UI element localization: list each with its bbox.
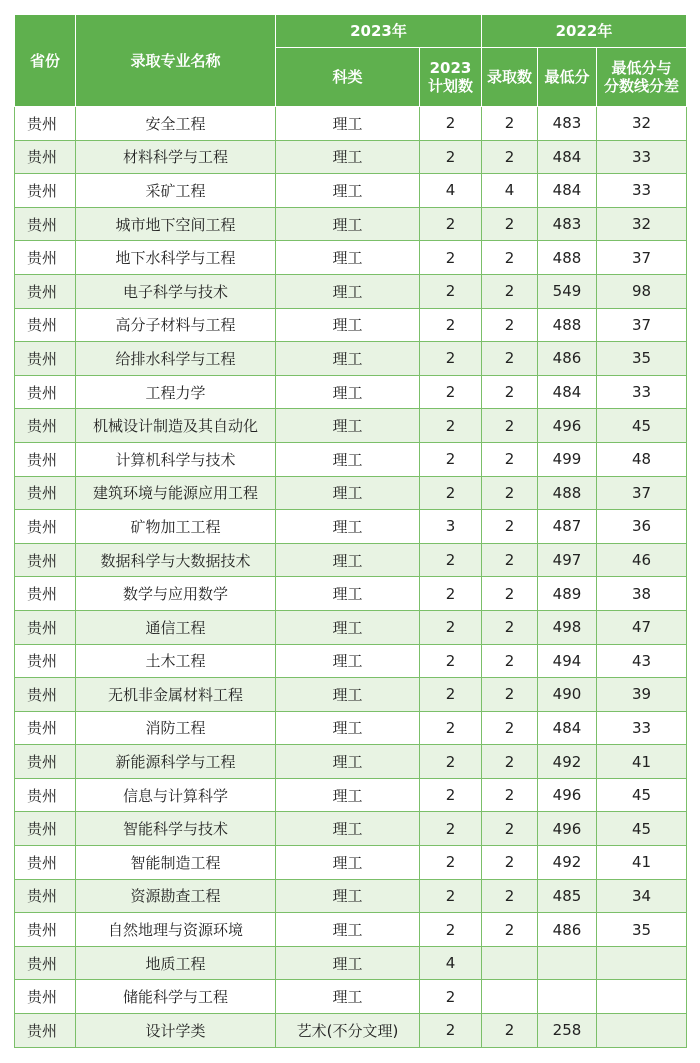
cell-category: 理工 [276, 174, 420, 208]
cell-category: 理工 [276, 476, 420, 510]
cell-diff: 32 [597, 207, 687, 241]
cell-min-score: 549 [538, 274, 597, 308]
table-row [15, 107, 687, 141]
cell-major: 储能科学与工程 [76, 980, 276, 1014]
cell-province: 贵州 [15, 409, 76, 443]
cell-admitted: 2 [482, 442, 538, 476]
cell-min-score: 499 [538, 442, 597, 476]
cell-category: 理工 [276, 409, 420, 443]
cell-province: 贵州 [15, 980, 76, 1014]
table-row [15, 980, 687, 1014]
cell-diff: 35 [597, 913, 687, 947]
cell-major: 工程力学 [76, 375, 276, 409]
table-row [15, 879, 687, 913]
table-row [15, 342, 687, 376]
header-major: 录取专业名称 [76, 15, 276, 107]
cell-admitted: 2 [482, 140, 538, 174]
cell-admitted: 2 [482, 510, 538, 544]
cell-province: 贵州 [15, 711, 76, 745]
header-year-2023: 2023年 [276, 15, 482, 48]
cell-plan: 2 [420, 644, 482, 678]
table-row [15, 274, 687, 308]
cell-admitted: 2 [482, 778, 538, 812]
table-body [15, 107, 687, 1048]
cell-admitted: 2 [482, 476, 538, 510]
cell-plan: 2 [420, 442, 482, 476]
table-row [15, 174, 687, 208]
cell-min-score: 497 [538, 543, 597, 577]
cell-plan: 2 [420, 610, 482, 644]
cell-category: 理工 [276, 778, 420, 812]
cell-min-score: 258 [538, 1014, 597, 1048]
cell-plan: 2 [420, 913, 482, 947]
cell-province: 贵州 [15, 879, 76, 913]
cell-plan: 4 [420, 946, 482, 980]
cell-admitted: 2 [482, 107, 538, 141]
cell-diff: 33 [597, 375, 687, 409]
header-plan [420, 48, 482, 107]
cell-plan: 2 [420, 846, 482, 880]
header-diff-line1: 最低分与 [611, 59, 672, 77]
cell-min-score: 484 [538, 174, 597, 208]
cell-major: 通信工程 [76, 610, 276, 644]
cell-admitted: 2 [482, 1014, 538, 1048]
cell-admitted: 2 [482, 308, 538, 342]
cell-plan: 2 [420, 1014, 482, 1048]
table-row [15, 543, 687, 577]
cell-major: 无机非金属材料工程 [76, 678, 276, 712]
table-row [15, 913, 687, 947]
cell-category: 理工 [276, 678, 420, 712]
cell-min-score: 488 [538, 241, 597, 275]
cell-category: 理工 [276, 745, 420, 779]
cell-major: 数据科学与大数据技术 [76, 543, 276, 577]
cell-province: 贵州 [15, 577, 76, 611]
cell-major: 地下水科学与工程 [76, 241, 276, 275]
cell-admitted: 2 [482, 342, 538, 376]
cell-min-score: 486 [538, 913, 597, 947]
cell-diff: 39 [597, 678, 687, 712]
cell-province: 贵州 [15, 745, 76, 779]
cell-major: 地质工程 [76, 946, 276, 980]
cell-admitted: 2 [482, 913, 538, 947]
cell-province: 贵州 [15, 846, 76, 880]
cell-admitted: 2 [482, 274, 538, 308]
cell-province: 贵州 [15, 241, 76, 275]
cell-min-score [538, 980, 597, 1014]
cell-diff: 45 [597, 778, 687, 812]
table-row [15, 778, 687, 812]
cell-category: 艺术(不分文理) [276, 1014, 420, 1048]
table-row [15, 510, 687, 544]
table-row [15, 207, 687, 241]
cell-category: 理工 [276, 375, 420, 409]
cell-plan: 2 [420, 879, 482, 913]
cell-diff: 47 [597, 610, 687, 644]
table-row [15, 476, 687, 510]
cell-diff: 37 [597, 476, 687, 510]
cell-major: 电子科学与技术 [76, 274, 276, 308]
cell-min-score: 489 [538, 577, 597, 611]
cell-diff: 37 [597, 241, 687, 275]
table-row [15, 140, 687, 174]
table-row [15, 577, 687, 611]
cell-major: 资源勘查工程 [76, 879, 276, 913]
cell-plan: 2 [420, 342, 482, 376]
cell-min-score: 492 [538, 745, 597, 779]
cell-admitted: 2 [482, 711, 538, 745]
cell-diff [597, 1014, 687, 1048]
cell-major: 材料科学与工程 [76, 140, 276, 174]
cell-province: 贵州 [15, 644, 76, 678]
cell-diff: 48 [597, 442, 687, 476]
cell-diff: 35 [597, 342, 687, 376]
cell-min-score: 496 [538, 778, 597, 812]
header-year-2022: 2022年 [482, 15, 687, 48]
cell-min-score: 484 [538, 140, 597, 174]
cell-plan: 2 [420, 778, 482, 812]
cell-diff: 43 [597, 644, 687, 678]
cell-diff: 98 [597, 274, 687, 308]
cell-diff: 45 [597, 812, 687, 846]
cell-min-score: 492 [538, 846, 597, 880]
cell-province: 贵州 [15, 476, 76, 510]
cell-min-score: 498 [538, 610, 597, 644]
cell-category: 理工 [276, 812, 420, 846]
cell-min-score: 496 [538, 409, 597, 443]
cell-major: 高分子材料与工程 [76, 308, 276, 342]
cell-major: 给排水科学与工程 [76, 342, 276, 376]
cell-plan: 2 [420, 274, 482, 308]
cell-province: 贵州 [15, 913, 76, 947]
cell-province: 贵州 [15, 308, 76, 342]
cell-diff: 32 [597, 107, 687, 141]
header-admitted: 录取数 [482, 48, 538, 107]
cell-diff: 41 [597, 745, 687, 779]
cell-plan: 2 [420, 678, 482, 712]
cell-min-score: 488 [538, 308, 597, 342]
table-row [15, 846, 687, 880]
cell-plan: 2 [420, 980, 482, 1014]
cell-plan: 2 [420, 543, 482, 577]
cell-admitted: 2 [482, 610, 538, 644]
cell-min-score: 484 [538, 375, 597, 409]
table-row [15, 375, 687, 409]
cell-plan: 2 [420, 812, 482, 846]
cell-admitted [482, 980, 538, 1014]
cell-diff: 37 [597, 308, 687, 342]
table-row [15, 241, 687, 275]
cell-province: 贵州 [15, 442, 76, 476]
table-row [15, 812, 687, 846]
table-row [15, 946, 687, 980]
cell-category: 理工 [276, 510, 420, 544]
cell-province: 贵州 [15, 812, 76, 846]
cell-category: 理工 [276, 879, 420, 913]
cell-province: 贵州 [15, 174, 76, 208]
cell-major: 新能源科学与工程 [76, 745, 276, 779]
cell-major: 智能科学与技术 [76, 812, 276, 846]
cell-diff: 33 [597, 140, 687, 174]
cell-province: 贵州 [15, 1014, 76, 1048]
table-row [15, 711, 687, 745]
cell-plan: 2 [420, 577, 482, 611]
cell-category: 理工 [276, 846, 420, 880]
header-plan-line1: 2023 [429, 59, 472, 77]
cell-category: 理工 [276, 913, 420, 947]
cell-major: 数学与应用数学 [76, 577, 276, 611]
cell-province: 贵州 [15, 274, 76, 308]
cell-major: 消防工程 [76, 711, 276, 745]
cell-admitted: 2 [482, 577, 538, 611]
cell-province: 贵州 [15, 207, 76, 241]
cell-province: 贵州 [15, 107, 76, 141]
cell-min-score: 494 [538, 644, 597, 678]
cell-category: 理工 [276, 980, 420, 1014]
cell-admitted: 2 [482, 207, 538, 241]
cell-min-score: 483 [538, 107, 597, 141]
cell-category: 理工 [276, 308, 420, 342]
cell-admitted: 2 [482, 745, 538, 779]
cell-province: 贵州 [15, 946, 76, 980]
cell-province: 贵州 [15, 778, 76, 812]
cell-category: 理工 [276, 342, 420, 376]
cell-plan: 2 [420, 745, 482, 779]
cell-plan: 3 [420, 510, 482, 544]
cell-category: 理工 [276, 107, 420, 141]
cell-diff: 45 [597, 409, 687, 443]
cell-min-score: 485 [538, 879, 597, 913]
header-diff [597, 48, 687, 107]
cell-diff: 38 [597, 577, 687, 611]
cell-diff: 33 [597, 174, 687, 208]
cell-plan: 2 [420, 711, 482, 745]
cell-major: 机械设计制造及其自动化 [76, 409, 276, 443]
cell-major: 矿物加工工程 [76, 510, 276, 544]
cell-province: 贵州 [15, 140, 76, 174]
cell-diff: 46 [597, 543, 687, 577]
cell-plan: 4 [420, 174, 482, 208]
cell-min-score: 484 [538, 711, 597, 745]
header-plan-line2: 计划数 [427, 77, 473, 95]
cell-category: 理工 [276, 442, 420, 476]
cell-major: 建筑环境与能源应用工程 [76, 476, 276, 510]
cell-admitted: 2 [482, 678, 538, 712]
admission-table [14, 14, 687, 1048]
cell-admitted: 2 [482, 409, 538, 443]
cell-min-score: 483 [538, 207, 597, 241]
cell-admitted: 2 [482, 812, 538, 846]
cell-min-score [538, 946, 597, 980]
cell-major: 智能制造工程 [76, 846, 276, 880]
header-province: 省份 [15, 15, 76, 107]
cell-plan: 2 [420, 409, 482, 443]
cell-plan: 2 [420, 140, 482, 174]
table-row [15, 644, 687, 678]
cell-admitted: 2 [482, 241, 538, 275]
header-diff-line2: 分数线分差 [603, 77, 679, 95]
table-row [15, 1014, 687, 1048]
cell-min-score: 490 [538, 678, 597, 712]
cell-province: 贵州 [15, 678, 76, 712]
cell-province: 贵州 [15, 342, 76, 376]
cell-category: 理工 [276, 644, 420, 678]
cell-plan: 2 [420, 476, 482, 510]
cell-province: 贵州 [15, 610, 76, 644]
cell-category: 理工 [276, 711, 420, 745]
table-row [15, 678, 687, 712]
table-row [15, 409, 687, 443]
cell-plan: 2 [420, 207, 482, 241]
cell-admitted: 2 [482, 846, 538, 880]
cell-province: 贵州 [15, 543, 76, 577]
cell-admitted [482, 946, 538, 980]
cell-diff [597, 946, 687, 980]
header-min-score: 最低分 [538, 48, 597, 107]
cell-province: 贵州 [15, 375, 76, 409]
cell-major: 自然地理与资源环境 [76, 913, 276, 947]
cell-major: 城市地下空间工程 [76, 207, 276, 241]
cell-major: 采矿工程 [76, 174, 276, 208]
table-row [15, 442, 687, 476]
cell-admitted: 2 [482, 375, 538, 409]
cell-category: 理工 [276, 610, 420, 644]
cell-major: 设计学类 [76, 1014, 276, 1048]
cell-category: 理工 [276, 241, 420, 275]
cell-min-score: 488 [538, 476, 597, 510]
cell-diff: 34 [597, 879, 687, 913]
table-row [15, 308, 687, 342]
cell-major: 土木工程 [76, 644, 276, 678]
cell-province: 贵州 [15, 510, 76, 544]
cell-category: 理工 [276, 577, 420, 611]
cell-admitted: 2 [482, 644, 538, 678]
cell-diff: 41 [597, 846, 687, 880]
cell-major: 信息与计算科学 [76, 778, 276, 812]
table-row [15, 610, 687, 644]
cell-category: 理工 [276, 946, 420, 980]
cell-diff: 36 [597, 510, 687, 544]
cell-plan: 2 [420, 107, 482, 141]
cell-category: 理工 [276, 543, 420, 577]
cell-category: 理工 [276, 140, 420, 174]
cell-category: 理工 [276, 274, 420, 308]
cell-diff: 33 [597, 711, 687, 745]
header-category: 科类 [276, 48, 420, 107]
cell-min-score: 486 [538, 342, 597, 376]
cell-major: 安全工程 [76, 107, 276, 141]
cell-min-score: 487 [538, 510, 597, 544]
cell-plan: 2 [420, 308, 482, 342]
cell-plan: 2 [420, 375, 482, 409]
cell-admitted: 4 [482, 174, 538, 208]
cell-plan: 2 [420, 241, 482, 275]
cell-category: 理工 [276, 207, 420, 241]
cell-admitted: 2 [482, 879, 538, 913]
cell-diff [597, 980, 687, 1014]
cell-major: 计算机科学与技术 [76, 442, 276, 476]
cell-admitted: 2 [482, 543, 538, 577]
table-row [15, 745, 687, 779]
cell-min-score: 496 [538, 812, 597, 846]
